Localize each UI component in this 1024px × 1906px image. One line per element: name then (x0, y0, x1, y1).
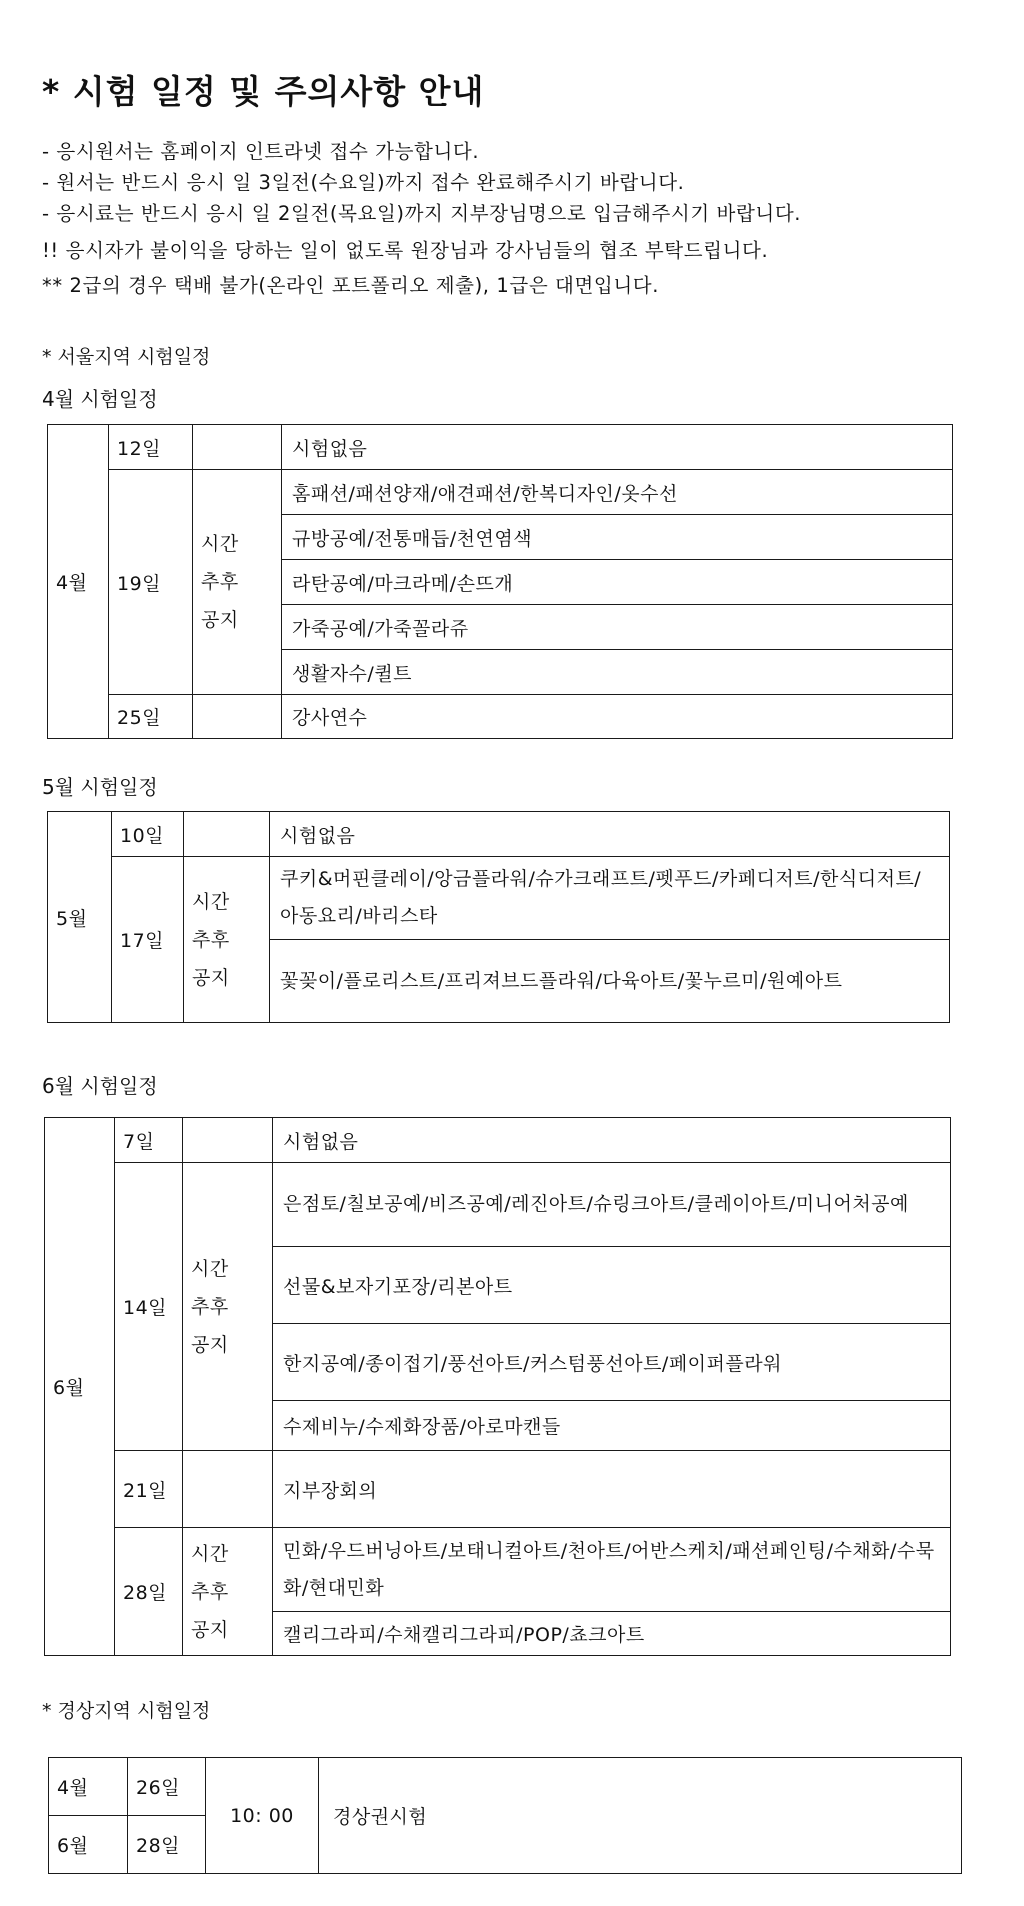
month-cell: 6월 (45, 1118, 115, 1656)
page-title: * 시험 일정 및 주의사항 안내 (42, 72, 485, 111)
seoul-heading: * 서울지역 시험일정 (42, 346, 211, 368)
notice-item: ** 2급의 경우 택배 불가(온라인 포트폴리오 제출), 1급은 대면입니다. (42, 274, 660, 297)
month-cell: 4월 (48, 425, 109, 739)
table-row (49, 1758, 962, 1816)
notice-item: - 응시원서는 홈페이지 인트라넷 접수 가능합니다. (42, 140, 480, 163)
may-heading: 5월 시험일정 (42, 775, 158, 799)
day-cell: 26일 (128, 1758, 206, 1816)
time-line: 시간 (191, 1257, 229, 1280)
time-line: 추후 (191, 1295, 229, 1318)
notice-list (42, 136, 801, 301)
time-line: 시간 (191, 1542, 229, 1565)
time-cell (184, 812, 270, 857)
time-cell (193, 425, 282, 470)
day-cell: 12일 (109, 425, 193, 470)
time-line: 공지 (191, 1333, 229, 1356)
april-schedule-table (47, 424, 953, 739)
subject-cell: 시험없음 (270, 812, 950, 857)
subject-cell: 지부장회의 (273, 1451, 951, 1528)
time-line: 시간 (192, 890, 230, 913)
time-line: 공지 (191, 1618, 229, 1641)
time-cell (193, 695, 282, 739)
june-heading: 6월 시험일정 (42, 1074, 158, 1098)
subject-cell: 꽃꽂이/플로리스트/프리져브드플라워/다육아트/꽃누르미/원예아트 (270, 940, 950, 1023)
day-cell: 21일 (115, 1451, 183, 1528)
day-cell: 7일 (115, 1118, 183, 1163)
subject-cell: 민화/우드버닝아트/보태니컬아트/천아트/어반스케치/패션페인팅/수채화/수묵화/현대민화 (273, 1528, 951, 1612)
table-row (45, 1451, 951, 1528)
time-cell (184, 857, 270, 1023)
notice-item: - 응시료는 반드시 응시 일 2일전(목요일)까지 지부장님명으로 입금해주시기 바랍니다. (42, 202, 802, 225)
subject-cell: 경상권시험 (319, 1758, 962, 1874)
april-heading: 4월 시험일정 (42, 387, 158, 411)
table-row (48, 425, 953, 470)
time-cell (193, 470, 282, 695)
subject-cell: 선물&보자기포장/리본아트 (273, 1247, 951, 1324)
table-row (48, 470, 953, 515)
subject-cell: 라탄공예/마크라메/손뜨개 (282, 560, 953, 605)
notice-item: !! 응시자가 불이익을 당하는 일이 없도록 원장님과 강사님들의 협조 부탁드립니다. (42, 239, 769, 262)
subject-cell: 시험없음 (273, 1118, 951, 1163)
gyeongsang-schedule-table (48, 1757, 962, 1874)
subject-cell: 시험없음 (282, 425, 953, 470)
day-cell: 19일 (109, 470, 193, 695)
subject-cell: 쿠키&머핀클레이/앙금플라워/슈가크래프트/펫푸드/카페디저트/한식디저트/아동요리/바리스타 (270, 857, 950, 940)
day-cell: 28일 (115, 1528, 183, 1656)
time-line: 추후 (192, 928, 230, 951)
time-cell (183, 1118, 273, 1163)
subject-cell: 생활자수/퀼트 (282, 650, 953, 695)
may-schedule-table (47, 811, 950, 1023)
day-cell: 14일 (115, 1163, 183, 1451)
day-cell: 10일 (112, 812, 184, 857)
day-cell: 25일 (109, 695, 193, 739)
table-row (48, 695, 953, 739)
day-cell: 17일 (112, 857, 184, 1023)
time-line: 추후 (191, 1580, 229, 1603)
subject-cell: 강사연수 (282, 695, 953, 739)
gyeongsang-heading: * 경상지역 시험일정 (42, 1700, 211, 1722)
time-line: 공지 (192, 966, 230, 989)
month-cell: 4월 (49, 1758, 128, 1816)
subject-cell: 은점토/칠보공예/비즈공예/레진아트/슈링크아트/클레이아트/미니어처공예 (273, 1163, 951, 1247)
time-cell (183, 1528, 273, 1656)
month-cell: 5월 (48, 812, 112, 1023)
subject-cell: 가죽공예/가죽꼴라쥬 (282, 605, 953, 650)
subject-cell: 홈패션/패션양재/애견패션/한복디자인/옷수선 (282, 470, 953, 515)
table-row (45, 1528, 951, 1612)
june-schedule-table (44, 1117, 951, 1656)
time-cell: 10: 00 (206, 1758, 319, 1874)
time-line: 공지 (201, 609, 239, 631)
notice-item: - 원서는 반드시 응시 일 3일전(수요일)까지 접수 완료해주시기 바랍니다. (42, 171, 685, 194)
table-row (48, 857, 950, 940)
subject-cell: 규방공예/전통매듭/천연염색 (282, 515, 953, 560)
time-line: 시간 (201, 533, 239, 555)
subject-cell: 캘리그라피/수채캘리그라피/POP/쵸크아트 (273, 1612, 951, 1656)
time-cell (183, 1451, 273, 1528)
table-row (45, 1163, 951, 1247)
month-cell: 6월 (49, 1816, 128, 1874)
table-row (45, 1118, 951, 1163)
table-row (48, 812, 950, 857)
time-cell (183, 1163, 273, 1451)
time-line: 추후 (201, 571, 239, 593)
subject-cell: 수제비누/수제화장품/아로마캔들 (273, 1401, 951, 1451)
day-cell: 28일 (128, 1816, 206, 1874)
subject-cell: 한지공예/종이접기/풍선아트/커스텀풍선아트/페이퍼플라워 (273, 1324, 951, 1401)
